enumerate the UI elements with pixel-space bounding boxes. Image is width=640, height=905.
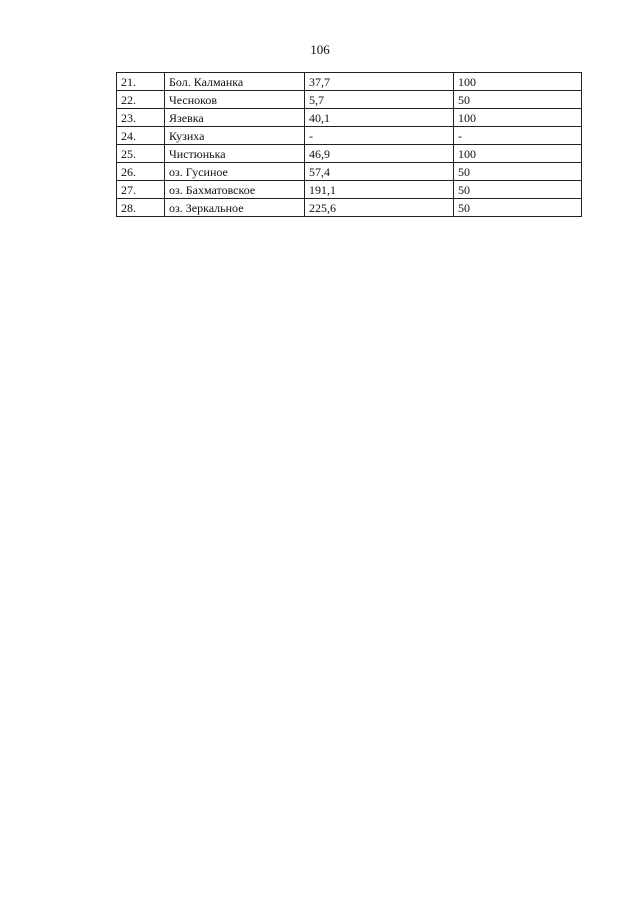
row-name: оз. Гусиное <box>165 163 305 181</box>
table-row <box>117 127 582 145</box>
page-number: 106 <box>310 42 330 57</box>
row-value: 40,1 <box>305 109 454 127</box>
row-percent: 100 <box>454 109 582 127</box>
row-number: 28. <box>117 199 165 217</box>
table-row <box>117 199 582 217</box>
row-value: 225,6 <box>305 199 454 217</box>
row-name: Язевка <box>165 109 305 127</box>
row-percent: 50 <box>454 199 582 217</box>
row-number: 25. <box>117 145 165 163</box>
row-number: 24. <box>117 127 165 145</box>
row-value: 37,7 <box>305 73 454 91</box>
data-table <box>116 72 582 217</box>
row-percent: 50 <box>454 181 582 199</box>
row-value: 5,7 <box>305 91 454 109</box>
table-row <box>117 109 582 127</box>
row-percent: 50 <box>454 91 582 109</box>
row-value: - <box>305 127 454 145</box>
table-body <box>117 73 582 217</box>
row-number: 21. <box>117 73 165 91</box>
row-number: 26. <box>117 163 165 181</box>
row-name: оз. Бахматовское <box>165 181 305 199</box>
row-percent: 100 <box>454 73 582 91</box>
table-row <box>117 163 582 181</box>
row-number: 23. <box>117 109 165 127</box>
row-number: 27. <box>117 181 165 199</box>
table-row <box>117 73 582 91</box>
table-row <box>117 181 582 199</box>
row-value: 57,4 <box>305 163 454 181</box>
row-name: оз. Зеркальное <box>165 199 305 217</box>
row-name: Бол. Калманка <box>165 73 305 91</box>
row-number: 22. <box>117 91 165 109</box>
table-row <box>117 145 582 163</box>
row-name: Кузиха <box>165 127 305 145</box>
row-name: Чесноков <box>165 91 305 109</box>
row-name: Чистюнька <box>165 145 305 163</box>
row-percent: 100 <box>454 145 582 163</box>
row-value: 191,1 <box>305 181 454 199</box>
table-row <box>117 91 582 109</box>
row-value: 46,9 <box>305 145 454 163</box>
row-percent: - <box>454 127 582 145</box>
row-percent: 50 <box>454 163 582 181</box>
